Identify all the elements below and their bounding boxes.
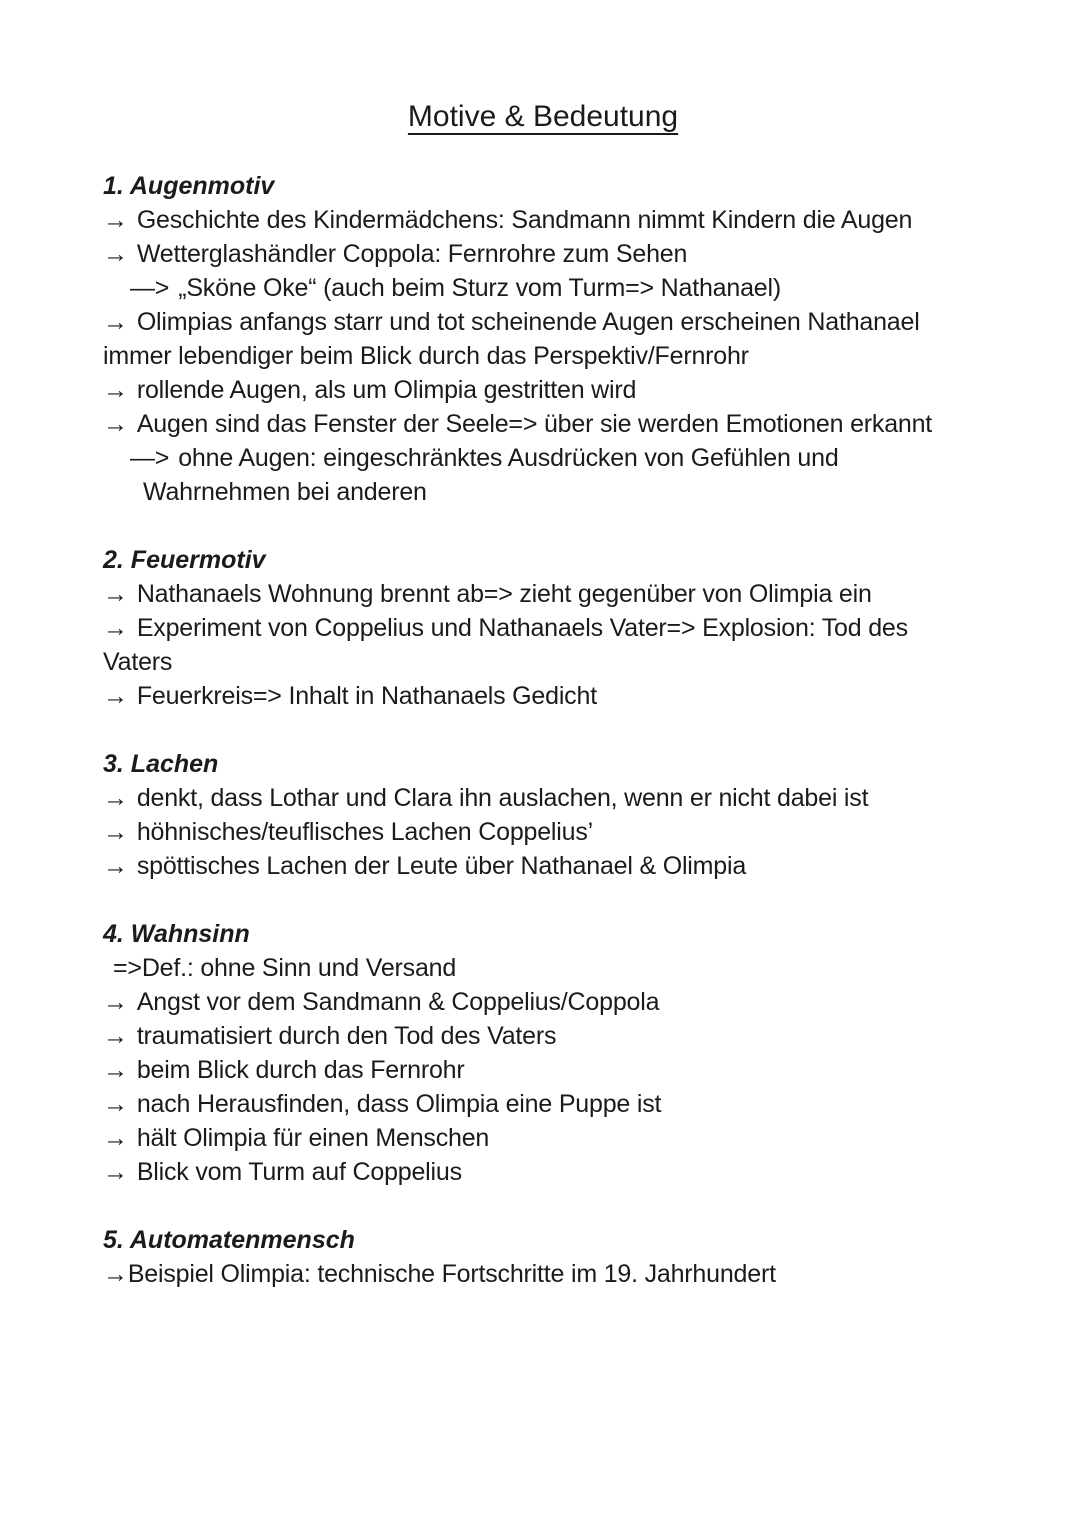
- arrow-icon: →: [103, 784, 128, 812]
- list-item: [103, 373, 983, 407]
- arrow-icon: →: [103, 988, 128, 1016]
- arrow-icon: →: [103, 1260, 128, 1288]
- item-text: ohne Augen: eingeschränktes Ausdrücken von Gefühlen und Wahrnehmen bei anderen: [143, 444, 839, 506]
- arrow-icon: →: [103, 682, 128, 710]
- arrow-icon: →: [103, 1022, 128, 1050]
- list-item: [103, 985, 983, 1019]
- item-text: Geschichte des Kindermädchens: Sandmann nimmt Kindern die Augen: [136, 206, 913, 234]
- arrow-icon: →: [103, 1056, 128, 1084]
- item-text: Def.: ohne Sinn und Versand: [141, 954, 457, 982]
- arrow-icon: →: [103, 376, 128, 404]
- list-item: [103, 577, 983, 611]
- arrow-icon: →: [103, 240, 128, 268]
- list-item: [103, 1257, 983, 1291]
- long-arrow-icon: —>: [130, 444, 170, 472]
- item-text: spöttisches Lachen der Leute über Nathanael & Olimpia: [136, 852, 747, 880]
- list-item: [103, 1019, 983, 1053]
- list-item: [103, 679, 983, 713]
- arrow-icon: →: [103, 308, 128, 336]
- item-text: Feuerkreis=> Inhalt in Nathanaels Gedicht: [136, 682, 597, 710]
- arrow-icon: →: [103, 614, 128, 642]
- section-feuermotiv: [103, 543, 983, 713]
- item-text: hält Olimpia für einen Menschen: [136, 1124, 490, 1152]
- list-item: [103, 1121, 983, 1155]
- item-text: Augen sind das Fenster der Seele=> über sie werden Emotionen erkannt: [136, 410, 933, 438]
- list-item: [103, 407, 983, 441]
- item-text: Experiment von Coppelius und Nathanaels Vater=> Explosion: Tod des Vaters: [103, 614, 908, 676]
- arrow-icon: →: [103, 206, 128, 234]
- item-text: nach Herausfinden, dass Olimpia eine Puppe ist: [136, 1090, 662, 1118]
- page-title-text: Motive & Bedeutung: [407, 100, 679, 133]
- list-item: [103, 849, 983, 883]
- arrow-icon: →: [103, 1124, 128, 1152]
- long-arrow-icon: —>: [130, 274, 170, 302]
- item-text: beim Blick durch das Fernrohr: [136, 1056, 465, 1084]
- list-item: [103, 237, 983, 271]
- list-subitem: [103, 271, 983, 305]
- list-item: [103, 1053, 983, 1087]
- item-text: Blick vom Turm auf Coppelius: [136, 1158, 462, 1186]
- list-item: [103, 1087, 983, 1121]
- item-text: Angst vor dem Sandmann & Coppelius/Coppola: [136, 988, 660, 1016]
- arrow-icon: →: [103, 1090, 128, 1118]
- list-item: [103, 611, 983, 679]
- arrow-icon: →: [103, 852, 128, 880]
- list-item: [103, 1155, 983, 1189]
- section-augenmotiv: [103, 169, 983, 509]
- list-item: [103, 203, 983, 237]
- section-heading: 1. Augenmotiv: [103, 172, 275, 200]
- double-arrow-icon: =>: [113, 954, 142, 982]
- definition-line: [103, 951, 983, 985]
- section-heading: 2. Feuermotiv: [103, 546, 266, 574]
- list-item: [103, 815, 983, 849]
- item-text: Wetterglashändler Coppola: Fernrohre zum Sehen: [136, 240, 688, 268]
- item-text: Beispiel Olimpia: technische Fortschritte im 19. Jahrhundert: [127, 1260, 776, 1288]
- page-title: [103, 99, 983, 135]
- arrow-icon: →: [103, 818, 128, 846]
- arrow-icon: →: [103, 1158, 128, 1186]
- section-lachen: [103, 747, 983, 883]
- section-automatenmensch: [103, 1223, 983, 1291]
- item-text: höhnisches/teuflisches Lachen Coppelius’: [136, 818, 593, 846]
- section-heading: 4. Wahnsinn: [103, 920, 250, 948]
- section-heading: 3. Lachen: [103, 750, 219, 778]
- item-text: denkt, dass Lothar und Clara ihn auslachen, wenn er nicht dabei ist: [136, 784, 869, 812]
- list-item: [103, 781, 983, 815]
- section-wahnsinn: [103, 917, 983, 1189]
- arrow-icon: →: [103, 580, 128, 608]
- section-heading: 5. Automatenmensch: [103, 1226, 355, 1254]
- list-subitem: [103, 441, 983, 509]
- list-item: [103, 305, 983, 373]
- arrow-icon: →: [103, 410, 128, 438]
- item-text: traumatisiert durch den Tod des Vaters: [136, 1022, 557, 1050]
- item-text: „Sköne Oke“ (auch beim Sturz vom Turm=> Nathanael): [178, 274, 781, 302]
- item-text: rollende Augen, als um Olimpia gestritten wird: [136, 376, 637, 404]
- item-text: Nathanaels Wohnung brennt ab=> zieht gegenüber von Olimpia ein: [136, 580, 872, 608]
- item-text: Olimpias anfangs starr und tot scheinende Augen erscheinen Nathanael immer lebendiger beim Blick durch das Perspektiv/Fernrohr: [103, 308, 920, 370]
